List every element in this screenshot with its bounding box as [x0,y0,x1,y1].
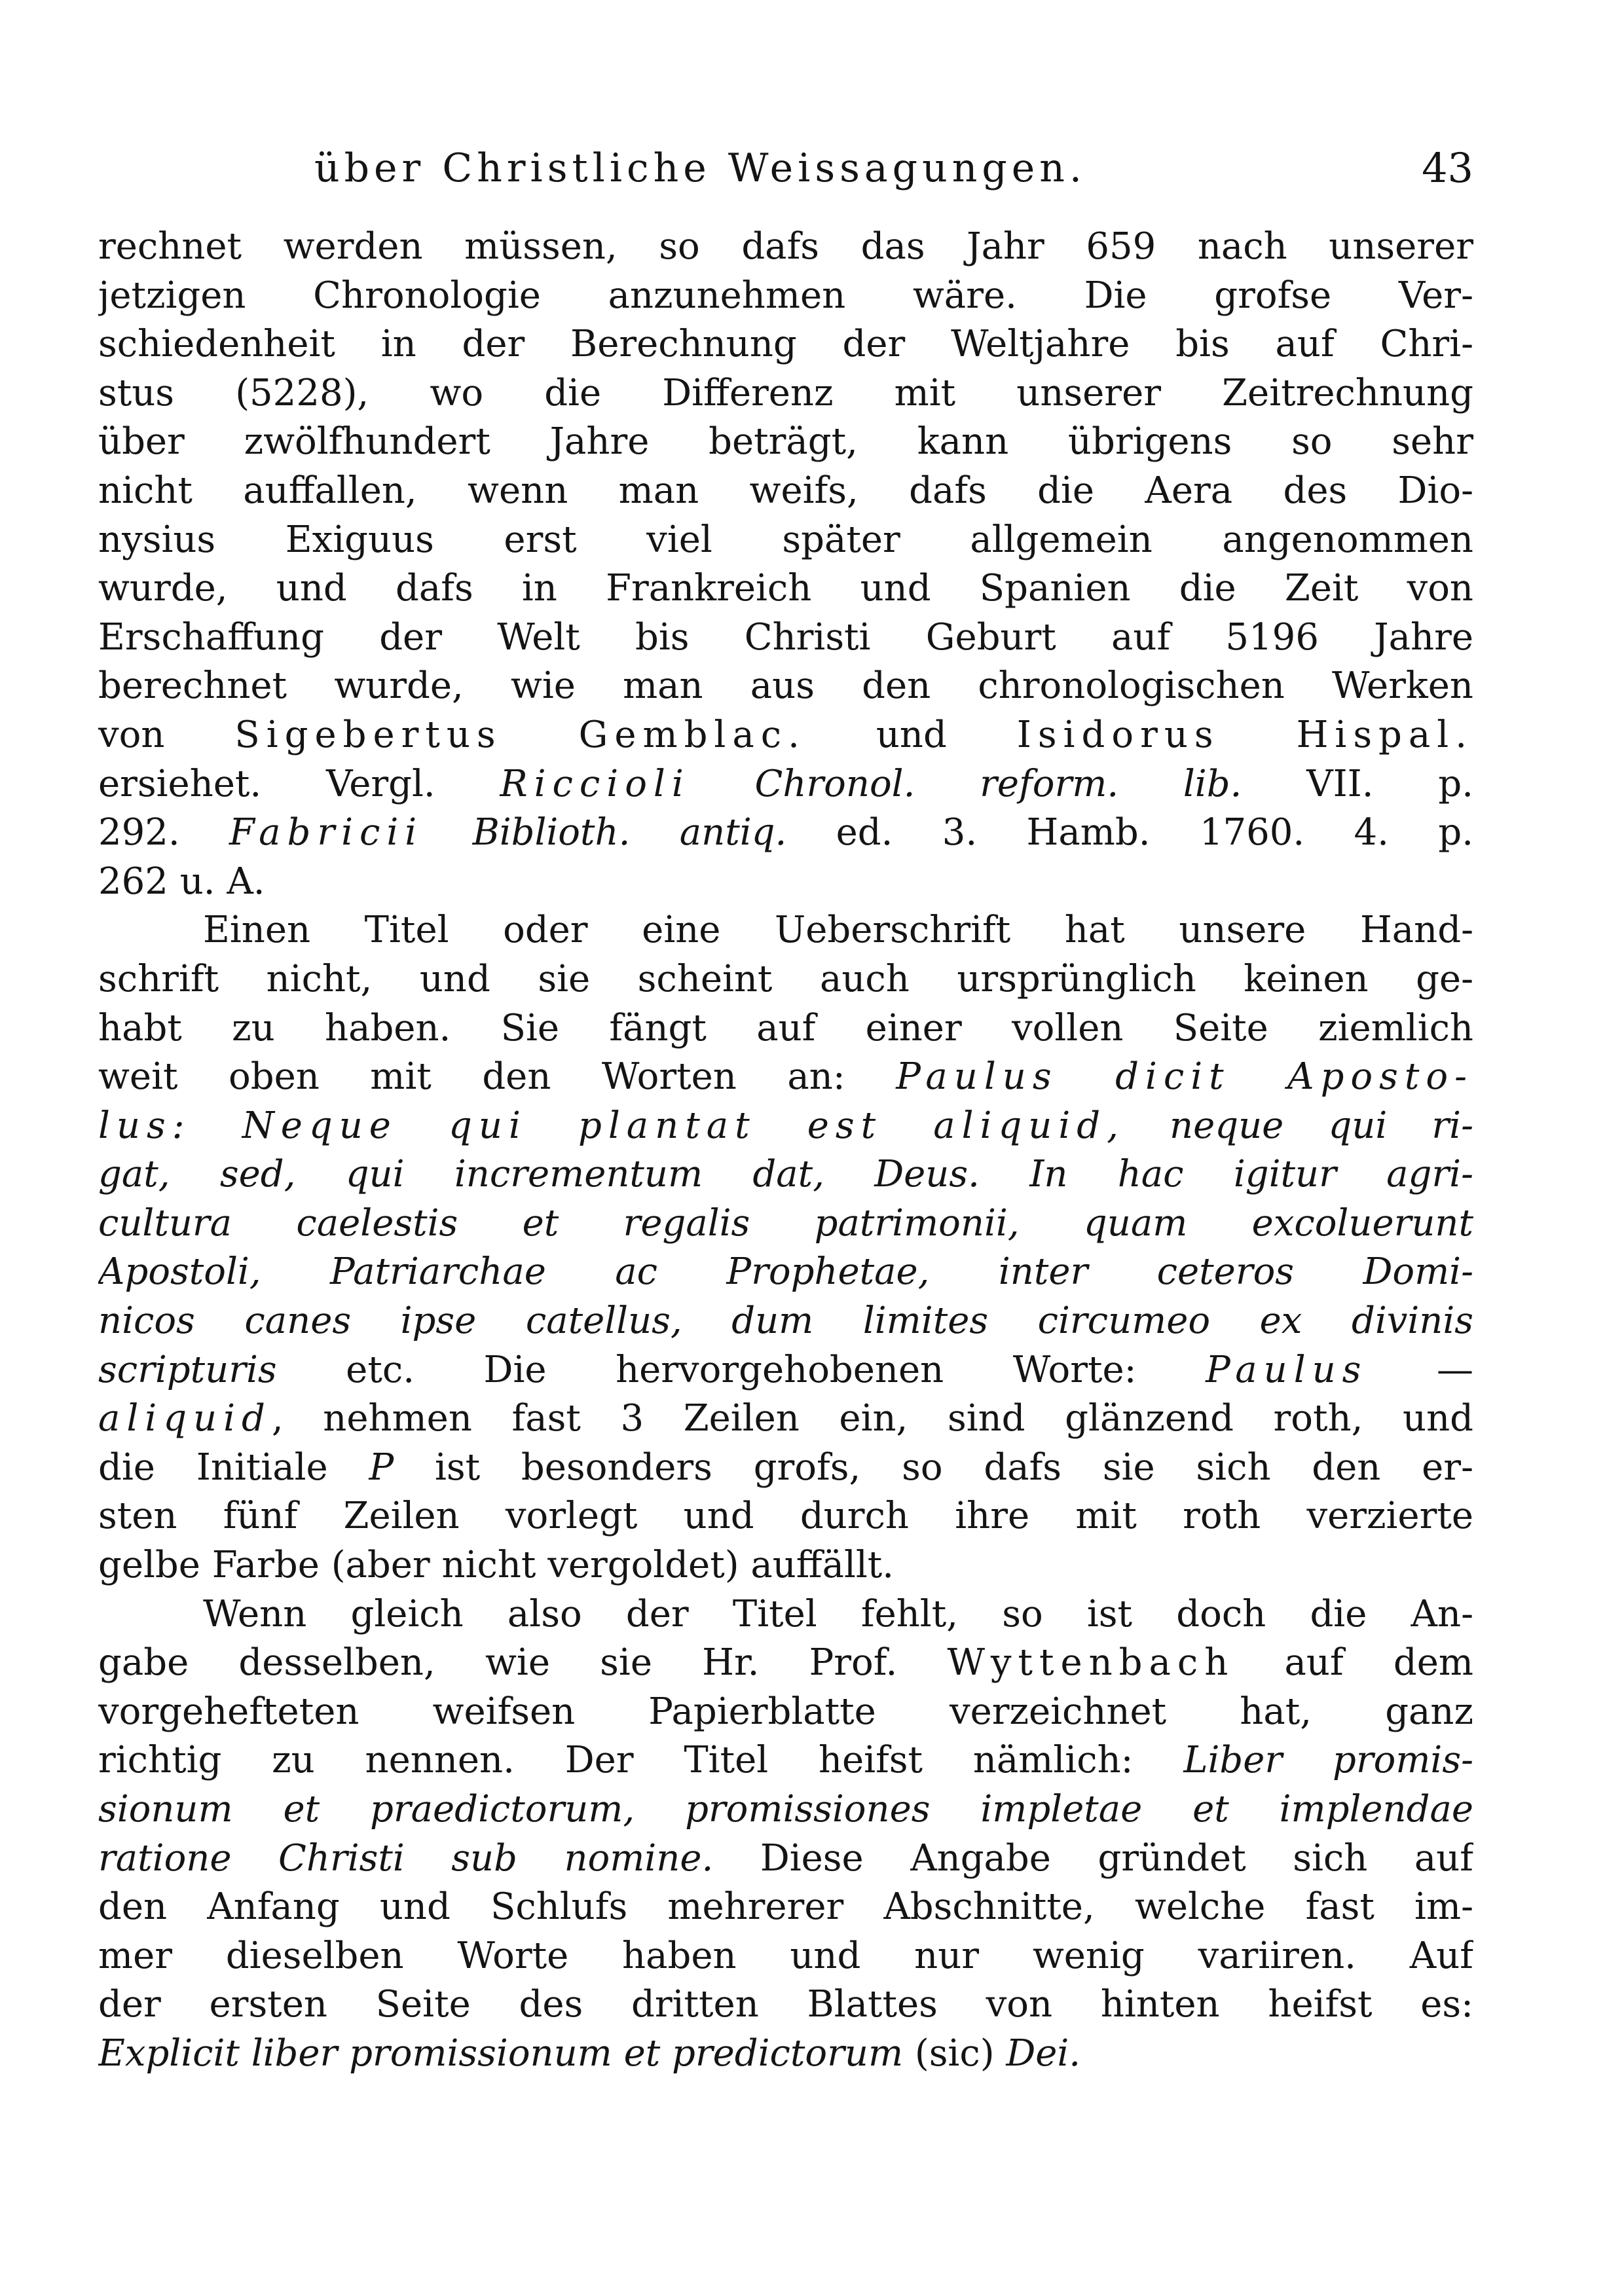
emphasized-segment: Paulus dicit Aposto- [896,1055,1473,1099]
text-line [98,1102,1473,1151]
text-line [98,369,1473,418]
emphasized-segment: Dei. [1006,2032,1081,2075]
text-segment: , nehmen fast 3 Zeilen ein, sind glänzend roth, und [271,1397,1473,1440]
emphasized-segment: scripturis [98,1348,277,1391]
text-segment: schrift nicht, und sie scheint auch ursprünglich keinen ge- [98,957,1473,1000]
page-header [98,139,1473,198]
text-segment: (sic) [903,2032,1006,2075]
text-line [98,1492,1473,1541]
text-line [98,1346,1473,1395]
emphasized-segment: Wyttenbach [947,1641,1235,1685]
text-line [98,1199,1473,1248]
page-number: 43 [1422,144,1473,192]
text-line [98,1980,1473,2030]
text-line [98,1639,1473,1688]
text-line [98,955,1473,1004]
text-segment: über zwölfhundert Jahre beträgt, kann übrigens so sehr [98,420,1473,464]
text-segment: nicht auffallen, wenn man weifs, dafs die Aera des Dio- [98,469,1473,512]
body-text [98,223,1473,2079]
text-segment: den Anfang und Schlufs mehrerer Abschnitte, welche fast im- [98,1886,1473,1929]
text-line [98,613,1473,663]
text-line [98,711,1473,760]
emphasized-segment: Liber promis- [1183,1739,1473,1782]
text-segment: die Initiale [98,1446,369,1489]
emphasized-segment: ratione Christi sub nomine. [98,1836,714,1880]
text-segment: — [1367,1348,1473,1391]
text-segment [690,763,755,805]
text-segment: schiedenheit in der Berechnung der Weltjahre bis auf Chri- [98,323,1473,366]
text-segment: vorgehefteten weifsen Papierblatte verzeichnet hat, ganz [98,1690,1473,1733]
text-line [98,809,1473,858]
text-segment: nysius Exiguus erst viel später allgemein angenommen [98,518,1473,561]
text-segment: ersiehet. Vergl. [98,762,500,805]
text-line [98,1688,1473,1737]
text-line [98,1394,1473,1444]
text-line [98,1834,1473,1884]
text-line [98,320,1473,369]
text-line [98,1785,1473,1834]
text-segment: rechnet werden müssen, so dafs das Jahr 659 nach unserer [98,225,1473,268]
text-line [98,467,1473,516]
text-segment: Wenn gleich also der Titel fehlt, so ist doch die An- [203,1592,1473,1635]
text-line [98,2030,1473,2079]
text-line [98,1297,1473,1346]
text-segment: der ersten Seite des dritten Blattes von hinten heifst es: [98,1983,1473,2026]
text-segment: VII. p. [1242,762,1473,805]
text-segment: berechnet wurde, wie man aus den chronologischen Werken [98,665,1473,708]
text-line [98,1444,1473,1493]
text-segment: 292. [98,811,230,854]
emphasized-segment: Biblioth. antiq. [472,811,787,854]
text-line [98,272,1473,321]
emphasized-segment: neque qui ri- [1124,1104,1473,1147]
text-segment: etc. Die hervorgehobenen Worte: [276,1348,1206,1391]
text-line [98,516,1473,565]
emphasized-segment: Sigebertus Gemblac. [234,713,806,756]
emphasized-segment: sionum et praedictorum, promissiones impletae et implendae [98,1788,1473,1831]
emphasized-segment: cultura caelestis et regalis patrimonii, quam excoluerunt [98,1201,1473,1245]
emphasized-segment: Chronol. reform. lib. [754,762,1242,805]
running-title: über Christliche Weissagungen. [314,145,1086,191]
text-segment: auf dem [1234,1641,1473,1685]
text-segment [423,811,472,854]
text-line [98,418,1473,467]
emphasized-segment: Apostoli, Patriarchae ac Prophetae, inter ceteros Domi- [98,1250,1473,1294]
text-line [98,223,1473,272]
text-segment: weit oben mit den Worten an: [98,1055,896,1099]
emphasized-segment: nicos canes ipse catellus, dum limites circumeo ex divinis [98,1300,1473,1343]
text-segment: von [98,713,235,756]
text-line [98,1004,1473,1053]
emphasized-segment: Isidorus Hispal. [1016,713,1473,756]
emphasized-segment: gat, sed, qui incrementum dat, Deus. In hac igitur agri- [98,1153,1473,1196]
text-line [98,1736,1473,1785]
text-line [98,1932,1473,1981]
text-segment: gabe desselben, wie sie Hr. Prof. [98,1641,948,1685]
text-line [98,906,1473,955]
text-line [98,1541,1473,1590]
text-line [98,564,1473,613]
text-segment: ist besonders grofs, so dafs sie sich den er- [394,1446,1473,1489]
text-line [98,1883,1473,1932]
text-line [98,1248,1473,1297]
emphasized-segment: aliquid [98,1397,272,1440]
text-segment: ed. 3. Hamb. 1760. 4. p. [786,811,1473,854]
text-segment: Einen Titel oder eine Ueberschrift hat unsere Hand- [203,909,1473,952]
text-segment: und [805,713,1017,756]
emphasized-segment: Explicit liber promissionum et predictorum [98,2032,904,2075]
emphasized-segment: Paulus [1206,1348,1368,1391]
text-line [98,858,1473,907]
emphasized-segment: Riccioli [500,762,690,805]
text-line [98,662,1473,711]
text-segment: mer dieselben Worte haben und nur wenig variiren. Auf [98,1934,1473,1977]
text-segment: stus (5228), wo die Differenz mit unserer Zeitrechnung [98,371,1473,414]
text-line [98,1590,1473,1639]
text-segment: habt zu haben. Sie fängt auf einer vollen Seite ziemlich [98,1006,1473,1049]
text-line [98,760,1473,809]
text-segment: sten fünf Zeilen vorlegt und durch ihre mit roth verzierte [98,1495,1473,1538]
emphasized-segment: P [369,1446,394,1489]
text-segment: Erschaffung der Welt bis Christi Geburt auf 5196 Jahre [98,615,1473,659]
emphasized-segment: lus: Neque qui plantat est aliquid, [98,1104,1125,1147]
emphasized-segment: Fabricii [229,811,424,854]
text-segment: wurde, und dafs in Frankreich und Spanien die Zeit von [98,567,1473,610]
text-line [98,1150,1473,1199]
text-segment: gelbe Farbe (aber nicht vergoldet) auffällt. [98,1544,895,1587]
text-segment: Diese Angabe gründet sich auf [713,1836,1473,1880]
text-segment: jetzigen Chronologie anzunehmen wäre. Die grofse Ver- [98,274,1473,317]
text-segment: 262 u. A. [98,860,265,903]
text-line [98,1053,1473,1102]
text-segment: richtig zu nennen. Der Titel heifst nämlich: [98,1739,1184,1782]
